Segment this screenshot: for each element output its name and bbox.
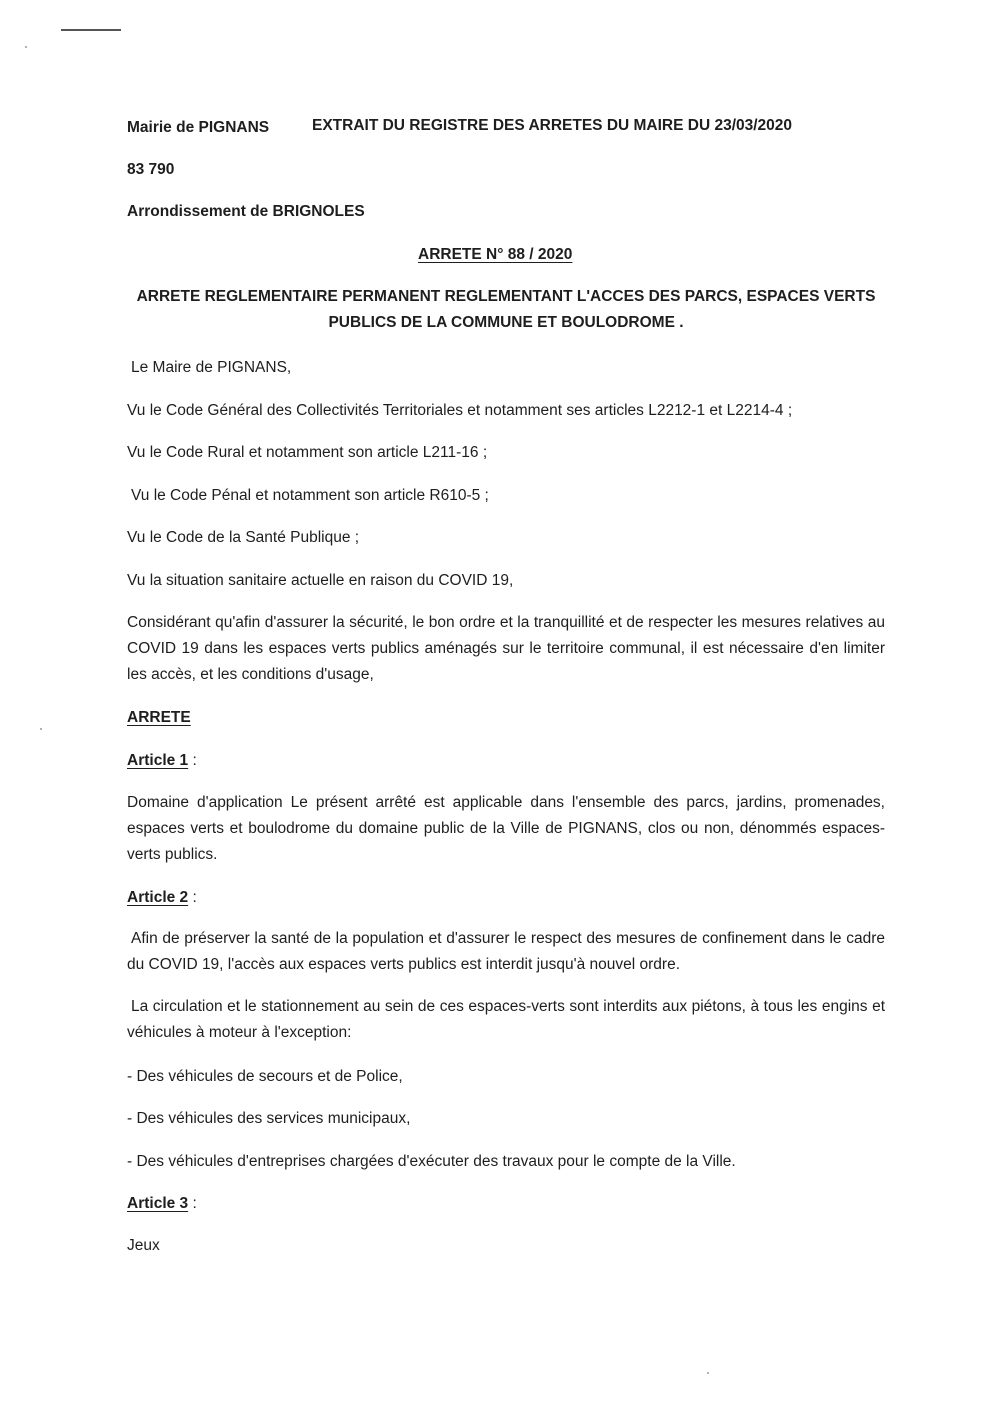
scan-artifact-dot [40,728,42,730]
article-3-text: Jeux [127,1237,160,1254]
list-item: - Des véhicules de secours et de Police, [127,1068,403,1085]
arrete-heading: ARRETE [127,709,191,726]
scan-artifact-line [61,29,121,31]
scan-artifact-dot [707,1372,709,1374]
considerant-paragraph: Considérant qu'afin d'assurer la sécurité, le bon ordre et la tranquillité et de respecter les mesures relatives au COVID 19 dans les espaces verts publics aménagés sur le territoire communal, il est nécessaire d'en limiter les accès, et les conditions d'usage, [127,614,885,683]
article-3-label: Article 3 [127,1195,189,1212]
article-3-suffix: : [188,1195,197,1212]
vu-line: Vu le Code Général des Collectivités Territoriales et notamment ses articles L2212-1 et L2214-4 ; [127,402,793,419]
arrete-title: ARRETE REGLEMENTAIRE PERMANENT REGLEMENTANT L'ACCES DES PARCS, ESPACES VERTS PUBLICS DE LA COMMUNE ET BOULODROME . [136,288,876,331]
article-1-label: Article 1 [127,752,189,769]
vu-line: Vu la situation sanitaire actuelle en raison du COVID 19, [127,572,514,589]
article-2-text: Afin de préserver la santé de la population et d'assurer le respect des mesures de confinement dans le cadre du COVID 19, l'accès aux espaces verts publics est interdit jusqu'à nouvel ordre. [127,930,885,973]
header-postal-code: 83 790 [127,161,175,178]
article-2-label: Article 2 [127,889,189,906]
intro-text: Le Maire de PIGNANS, [131,359,292,376]
vu-line: Vu le Code Pénal et notamment son article R610-5 ; [131,487,489,504]
header-extrait: EXTRAIT DU REGISTRE DES ARRETES DU MAIRE DU 23/03/2020 [312,117,793,134]
article-2-heading [127,885,197,911]
vu-line: Vu le Code de la Santé Publique ; [127,529,360,546]
header-mairie: Mairie de PIGNANS [127,119,270,136]
vu-line: Vu le Code Rural et notamment son article L211-16 ; [127,444,488,461]
header-arrondissement: Arrondissement de BRIGNOLES [127,203,365,220]
article-2-text-2: La circulation et le stationnement au sein de ces espaces-verts sont interdits aux piétons, à tous les engins et véhicules à moteur à l'exception: [127,998,885,1041]
article-1-heading [127,748,197,774]
article-2-suffix: : [188,889,197,906]
list-item: - Des véhicules d'entreprises chargées d'exécuter des travaux pour le compte de la Ville. [127,1153,736,1170]
article-3-heading [127,1191,197,1217]
arrete-number: ARRETE N° 88 / 2020 [418,246,573,263]
article-1-suffix: : [188,752,197,769]
article-1-text: Domaine d'application Le présent arrêté est applicable dans l'ensemble des parcs, jardins, promenades, espaces verts et boulodrome du domaine public de la Ville de PIGNANS, clos ou non, dénommés espaces-verts publics. [127,794,885,863]
list-item: - Des véhicules des services municipaux, [127,1110,411,1127]
scan-artifact-dot [25,46,27,48]
